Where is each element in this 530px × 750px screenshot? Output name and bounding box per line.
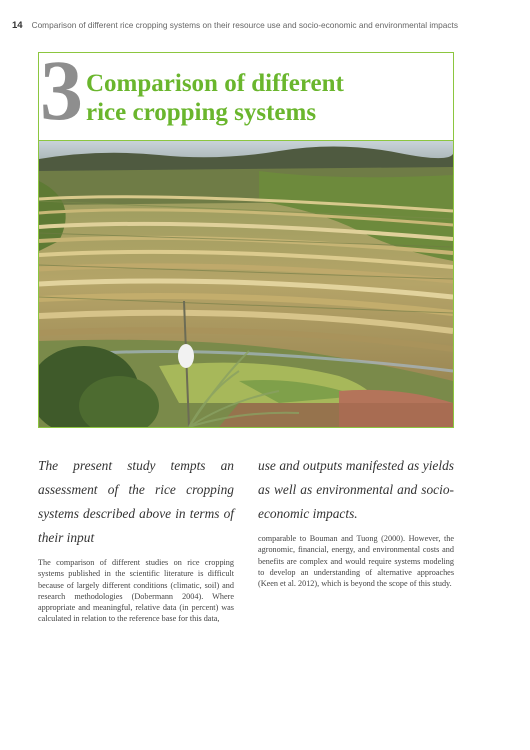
intro-text-right: use and outputs manifested as yields as well as environmental and socio-economic impacts.: [258, 458, 454, 521]
terraced-rice-field-photo: [38, 140, 454, 428]
body-text-left: The comparison of different studies on rice cropping systems published in the scientific literature is difficult because of largely different conditions (climatic, soil) and research methodologies (Dobermann 2004). Where appropriate and meaningful, relative data (in percent) was calculated in relation to the reference base for this data,: [38, 558, 234, 624]
right-column: [258, 454, 454, 589]
running-header: [12, 20, 472, 31]
page-number: 14: [12, 20, 23, 31]
chapter-title-line-1: Comparison of different: [86, 70, 344, 97]
chapter-title: [86, 69, 344, 127]
left-column: [38, 454, 234, 625]
intro-text-left: The present study tempts an assessment of the rice cropping systems described above in terms of their input: [38, 458, 234, 545]
running-title: Comparison of different rice cropping systems on their resource use and socio-economic and environmental impacts: [31, 20, 459, 30]
body-text-right: comparable to Bouman and Tuong (2000). However, the agronomic, financial, energy, and environmental costs and benefits are complex and would require systems modeling to develop an understanding of alternative approaches (Keen et al. 2012), which is beyond the scope of this study.: [258, 534, 454, 589]
chapter-number: 3: [40, 42, 83, 138]
chapter-title-line-2: rice cropping systems: [86, 99, 317, 126]
